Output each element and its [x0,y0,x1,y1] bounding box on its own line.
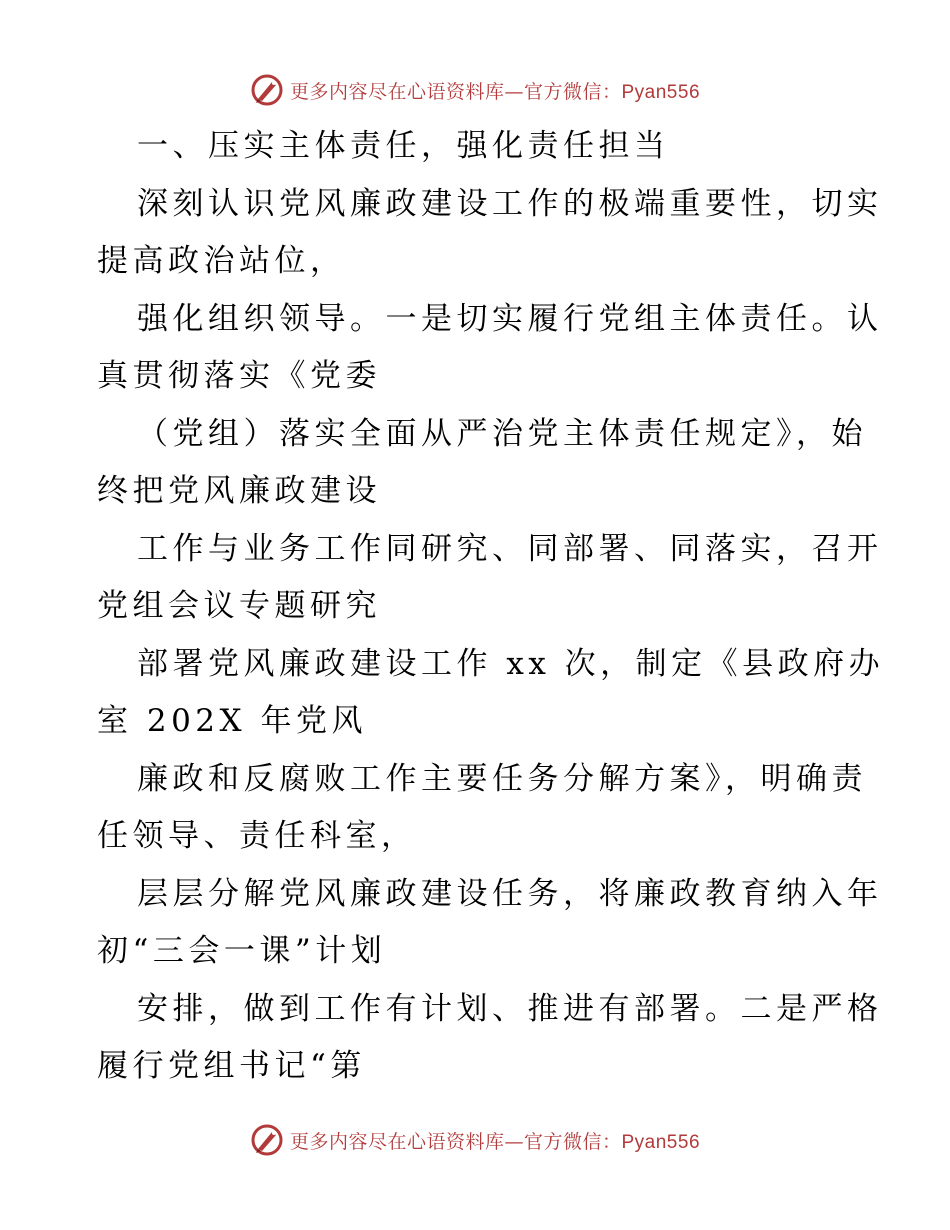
text-line: 强化组织领导。一是切实履行党组主体责任。认 [137,300,883,337]
text-line: 党组会议专题研究 [97,588,381,624]
watermark-dash: — [504,80,524,103]
watermark-wechat: 官方微信：Pyan556 [524,81,701,103]
watermark-text [290,77,700,104]
watermark-text [290,1127,700,1154]
watermark-brand: 更多内容尽在心语资料库 [289,1130,505,1153]
text-line: 工作与业务工作同研究、同部署、同落实，召开 [137,530,883,567]
text-line: 履行党组书记“第 [97,1048,366,1084]
text-line: 安排，做到工作有计划、推进有部署。二是严格 [137,990,883,1027]
text-line: （党组）落实全面从严治党主体责任规定》，始 [137,415,867,452]
text-line: 部署党风廉政建设工作 xx 次，制定《县政府办 [137,645,885,682]
watermark-wechat: 官方微信：Pyan556 [524,1131,701,1153]
text-line: 真贯彻落实《党委 [97,358,381,394]
text-line: 层层分解党风廉政建设任务，将廉政教育纳入年 [137,875,883,912]
pen-logo-icon [250,73,284,107]
watermark-brand: 更多内容尽在心语资料库 [289,80,505,103]
text-line: 深刻认识党风廉政建设工作的极端重要性，切实 [137,185,883,222]
text-line: 提高政治站位， [97,243,346,279]
header-watermark [0,70,950,110]
text-line: 廉政和反腐败工作主要任务分解方案》，明确责 [137,760,867,797]
text-line: 初“三会一课”计划 [97,933,387,969]
text-line: 室 202X 年党风 [97,703,367,739]
watermark-dash: — [504,1130,524,1153]
text-line: 终把党风廉政建设 [97,473,381,509]
text-line: 任领导、责任科室， [97,818,417,854]
pen-logo-icon [250,1123,284,1157]
document-body [97,118,885,1096]
section-heading: 一、压实主体责任，强化责任担当 [137,128,670,164]
footer-watermark [0,1120,950,1160]
